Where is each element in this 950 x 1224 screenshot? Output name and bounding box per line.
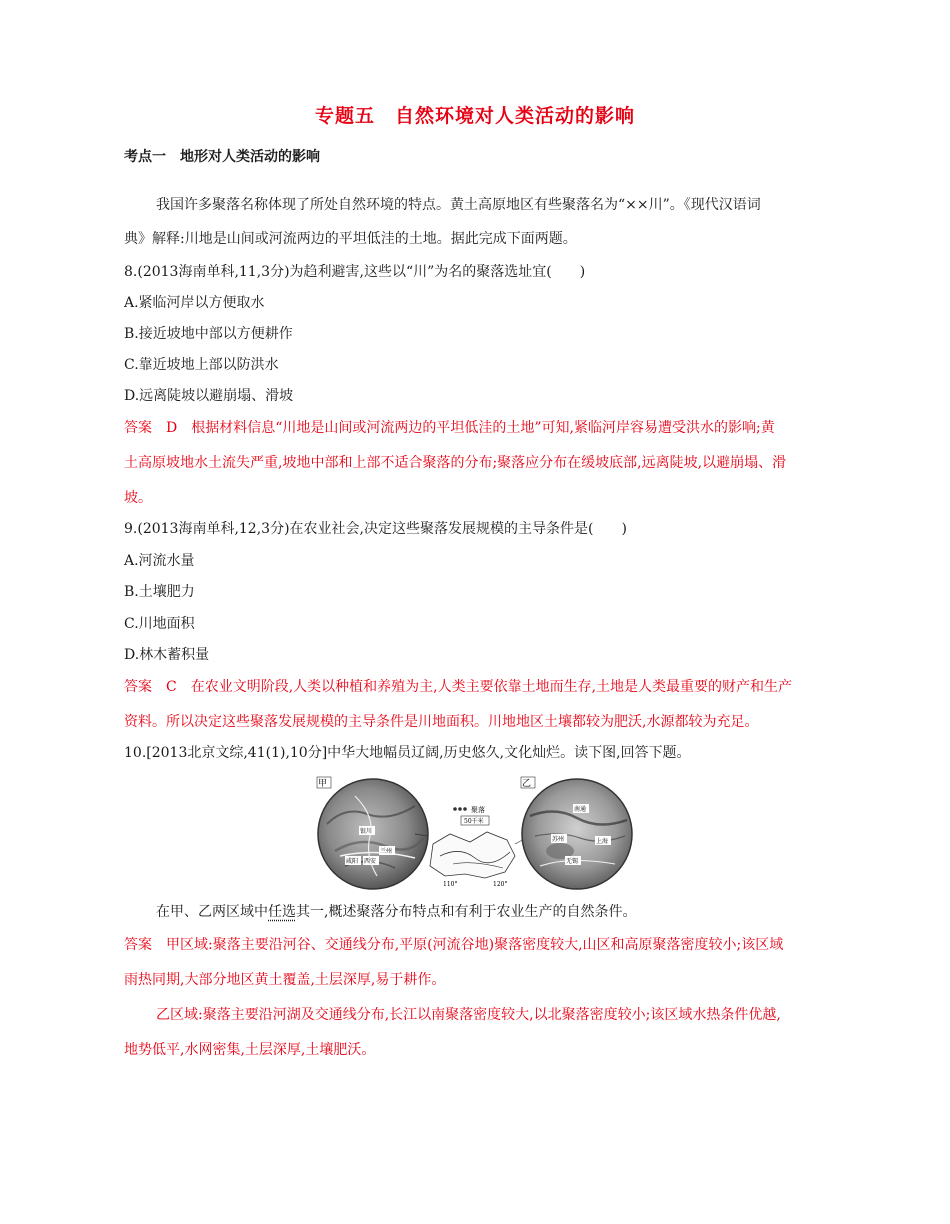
- map-left-circle: [317, 777, 428, 889]
- map-label-xian: 西安: [364, 858, 377, 865]
- longitude-right: 120°: [493, 881, 508, 888]
- q9-option-a: A.河流水量: [124, 553, 195, 569]
- map-center-inset: [415, 805, 530, 888]
- map-figure-svg: [315, 776, 635, 890]
- q10-answer-line-3: 乙区域:聚落主要沿河湖及交通线分布,长江以南聚落密度较大,以北聚落密度较小;该区域水热条件优越,: [156, 1007, 781, 1023]
- map-label-nantong: 南通: [574, 806, 587, 813]
- map-label-lanzhou: 兰州: [380, 848, 393, 855]
- q9-answer-line-1: 答案 C 在农业文明阶段,人类以种植和养殖为主,人类主要依靠土地而生存,土地是人类最重要的财产和生产: [124, 679, 793, 695]
- q10-stem: 10.[2013北京文综,41(1),10分]中华大地幅员辽阔,历史悠久,文化灿烂。读下图,回答下题。: [124, 745, 691, 761]
- intro-line-2: 典》解释:川地是山间或河流两边的平坦低洼的土地。据此完成下面两题。: [124, 231, 577, 247]
- q9-stem: 9.(2013海南单科,12,3分)在农业社会,决定这些聚落发展规模的主导条件是( ): [124, 521, 627, 537]
- map-right-circle: [521, 777, 632, 889]
- q8-option-b: B.接近坡地中部以方便耕作: [124, 326, 293, 342]
- map-label-suzhou: 苏州: [552, 836, 565, 843]
- q8-option-c: C.靠近坡地上部以防洪水: [124, 357, 279, 373]
- q8-answer-line-3: 坡。: [124, 490, 152, 506]
- map-label-shanghai: 上海: [596, 838, 609, 845]
- map-label-wuxi: 无锡: [566, 858, 579, 865]
- q8-answer-line-1: 答案 D 根据材料信息“川地是山间或河流两边的平坦低洼的土地”可知,紧临河岸容易遭受洪水的影响;黄: [124, 420, 775, 436]
- intro-line-1: 我国许多聚落名称体现了所处自然环境的特点。黄土高原地区有些聚落名为“××川”。《现代汉语词: [156, 197, 761, 213]
- figure-label-yi: 乙: [522, 779, 532, 789]
- q9-option-c: C.川地面积: [124, 616, 195, 632]
- q9-answer-line-2: 资料。所以决定这些聚落发展规模的主导条件是川地面积。川地地区土壤都较为肥沃,水源都较为充足。: [124, 714, 759, 730]
- q10-answer-line-1: 答案 甲区域:聚落主要沿河谷、交通线分布,平原(河流谷地)聚落密度较大,山区和高原聚落密度较小;该区域: [124, 937, 784, 953]
- q10-answer-line-4: 地势低平,水网密集,土层深厚,土壤肥沃。: [124, 1042, 376, 1058]
- legend-label: 聚落: [471, 806, 485, 814]
- figure-label-jia: 甲: [318, 779, 328, 789]
- q9-option-b: B.土壤肥力: [124, 584, 195, 600]
- q10-answer-line-2: 雨热同期,大部分地区黄土覆盖,土层深厚,易于耕作。: [124, 972, 446, 988]
- section-heading: 考点一 地形对人类活动的影响: [124, 149, 320, 165]
- q10-question-emphasis: 任选: [268, 904, 296, 920]
- scale-label: 50千米: [464, 818, 484, 825]
- q10-question-pre: 在甲、乙两区域中: [156, 904, 268, 920]
- q8-stem: 8.(2013海南单科,11,3分)为趋利避害,这些以“川”为名的聚落选址宜( ): [124, 264, 586, 280]
- q9-option-d: D.林木蓄积量: [124, 647, 210, 663]
- page-title: 专题五 自然环境对人类活动的影响: [314, 105, 635, 127]
- q10-question-post: 其一,概述聚落分布特点和有利于农业生产的自然条件。: [296, 904, 637, 920]
- map-label-xianyang: 咸阳: [346, 858, 359, 865]
- map-label-yinchuan: 银川: [360, 828, 373, 835]
- q8-answer-line-2: 土高原坡地水土流失严重,坡地中部和上部不适合聚落的分布;聚落应分布在缓坡底部,远离陡坡,以避崩塌、滑: [124, 455, 787, 471]
- q8-option-a: A.紧临河岸以方便取水: [124, 295, 265, 311]
- q10-question: [156, 902, 636, 922]
- map-figure: [315, 776, 635, 890]
- legend-dot: [453, 807, 457, 811]
- longitude-left: 110°: [443, 881, 458, 888]
- q8-option-d: D.远离陡坡以避崩塌、滑坡: [124, 388, 294, 404]
